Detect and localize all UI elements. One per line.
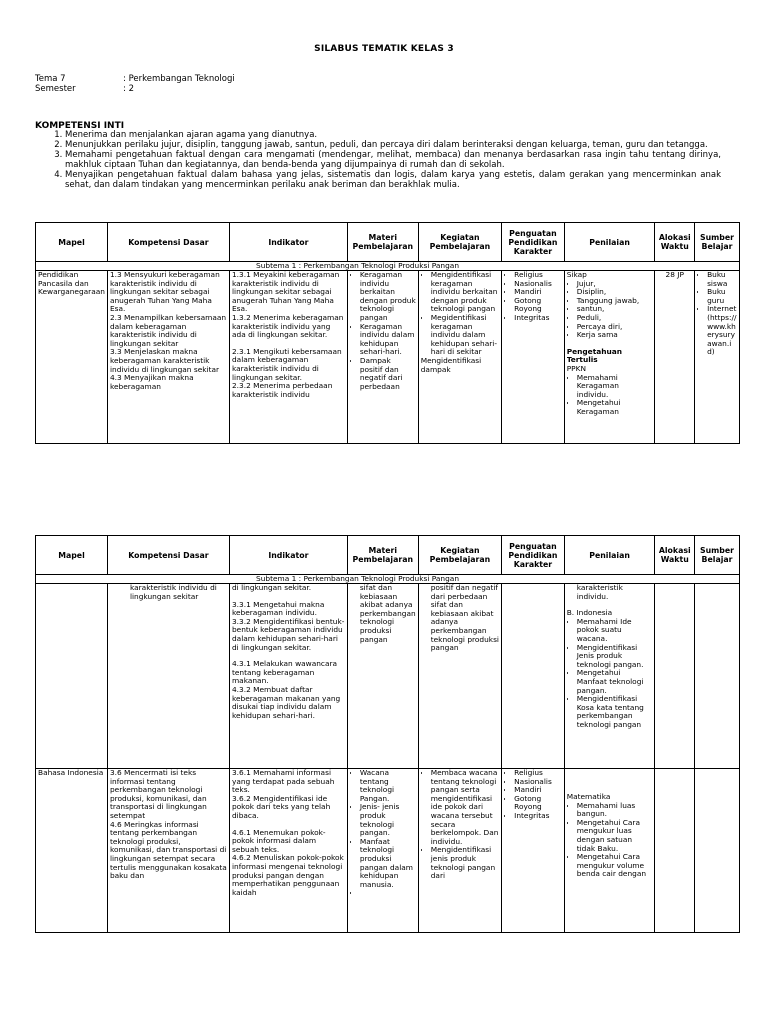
indikator-item: 1.3.1 Meyakini keberagaman karakteristik individu di lingkungan sekitar sebagai anugerah Tuhan Yang Maha Esa.: [231, 271, 340, 314]
subtema-row: Subtema 1 : Perkembangan Teknologi Produksi Pangan: [36, 262, 740, 271]
kegiatan-item: • Megidentifikasi keragaman individu dalam kehidupan sehari-hari di sekitar: [431, 314, 499, 357]
materi-item: • Keragaman individu dalam kehidupan sehari-hari.: [360, 323, 416, 357]
cell-penilaian: [567, 769, 653, 932]
cell-penilaian: [567, 271, 653, 443]
ppk-item: • Integritas: [514, 314, 562, 323]
cell-mapel: Pendidikan Pancasila dan Kewarganegaraan: [38, 271, 105, 297]
penilaian-label: Pengetahuan Tertulis: [566, 346, 622, 365]
col-header-ppk: Penguatan Pendidikan Karakter: [502, 223, 565, 262]
ppk-item: • Nasionalis: [514, 778, 562, 787]
sumber-item: • Buku siswa: [707, 271, 737, 288]
syllabus-table-2: [35, 535, 740, 933]
col-header-penilaian: Penilaian: [564, 536, 655, 575]
col-header-materi: Materi Pembelajaran: [347, 536, 418, 575]
ki-list: [35, 130, 721, 190]
materi-item: • Keragaman individu berkaitan dengan produk teknologi pangan: [360, 271, 416, 323]
cell-sumber: [697, 769, 737, 932]
ki-item: 4. Menyajikan pengetahuan faktual dalam bahasa yang jelas, sistematis dan logis, dalam karya yang estetis, dalam gerakan yang mencerminkan anak sehat, dan dalam tindakan yang mencerminkan perilaku anak beriman dan berakhlak mulia.: [65, 170, 721, 190]
cell-mapel: Bahasa Indonesia: [38, 769, 104, 777]
indikator-item: 3.3.2 Mengidentifikasi bentuk-bentuk keberagaman individu dalam kehidupan sehari-hari di lingkungan sekitar.: [231, 616, 345, 652]
document-title: SILABUS TEMATIK KELAS 3: [314, 44, 454, 54]
sumber-item: • Buku guru: [707, 288, 737, 305]
penilaian-item: • Tanggung jawab,: [577, 297, 653, 306]
cell-kd: [110, 271, 227, 443]
kegiatan-item: • Membaca wacana tentang teknologi pangan serta mengidentifikasi ide pokok dari wacana tersebut secara berkelompok. Dan individu.: [431, 769, 499, 846]
materi-item: • Manfaat teknologi produksi pangan dalam kehidupan manusia.: [360, 838, 416, 890]
meta-row-tema: [35, 74, 235, 84]
indikator-item: 2.3.2 Menerima perbedaan karakteristik individu: [231, 381, 333, 399]
penilaian-item: • Mengetahui Keragaman: [577, 399, 653, 416]
cell-ppk: [504, 584, 562, 768]
cell-kegiatan: positif dan negatif dari perbedaan sifat dan kebiasaan akibat adanya perkembangan teknologi produksi pangan: [430, 584, 499, 653]
cell-indikator: [232, 769, 345, 932]
ppk-item: • Gotong Royong: [514, 297, 562, 314]
col-header-kegiatan: Kegiatan Pembelajaran: [418, 223, 501, 262]
kd-item: 4.3 Menyajikan makna keberagaman: [109, 373, 194, 391]
table-row: [36, 271, 740, 444]
col-header-alokasi: Alokasi Waktu: [655, 536, 695, 575]
kegiatan-item: • Mengidentifikasi jenis produk teknologi pangan dari: [431, 846, 499, 880]
indikator-item: 3.6.1 Memahami informasi yang terdapat pada sebuah teks.: [231, 769, 335, 795]
indikator-item: 4.6.1 Menemukan pokok-pokok informasi dalam sebuah teks.: [231, 827, 326, 854]
penilaian-item: • Mengetahui Manfaat teknologi pangan.: [577, 669, 653, 695]
col-header-sumber: Sumber Belajar: [695, 223, 740, 262]
kegiatan-item: • Mengidentifikasi keragaman individu berkaitan dengan produk teknologi pangan: [431, 271, 499, 314]
penilaian-item: • Percaya diri,: [577, 323, 653, 332]
cell-sumber: [697, 584, 737, 768]
cell-materi: [350, 769, 416, 932]
col-header-mapel: Mapel: [36, 223, 108, 262]
ki-item: 3. Memahami pengetahuan faktual dengan cara mengamati (mendengar, melihat, membaca) dan menanya berdasarkan rasa ingin tahu tentang dirinya, makhluk ciptaan Tuhan dan kegiatannya, dan benda-benda yang dijumpainya di rumah dan di sekolah.: [65, 150, 721, 170]
penilaian-item: • Memahami luas bangun.: [577, 802, 653, 819]
syllabus-table-1: [35, 222, 740, 444]
kegiatan-item: Mengidentifikasi dampak: [420, 355, 482, 374]
col-header-materi: Materi Pembelajaran: [347, 223, 418, 262]
indikator-item: 4.6.2 Menuliskan pokok-pokok informasi mengenai teknologi produksi pangan dengan memperhatikan penggunaan kaidah: [231, 853, 344, 897]
cell-materi: [350, 271, 416, 443]
col-header-penilaian: Penilaian: [564, 223, 655, 262]
indikator-item: 3.3.1 Mengetahui makna keberagaman individu.: [231, 599, 325, 618]
indikator-item: 3.6.2 Mengidentifikasi ide pokok dari teks yang telah dibaca.: [231, 793, 331, 820]
ppk-item: • Gotong Royong: [514, 795, 562, 812]
materi-item: • Dampak positif dan negatif dari perbedaan: [360, 357, 416, 391]
meta-key: Tema 7: [35, 74, 66, 84]
penilaian-subject: PPKN: [566, 363, 586, 373]
indikator-item: 4.3.1 Melakukan wawancara tentang keberagaman makanan.: [231, 659, 338, 686]
col-header-mapel: Mapel: [36, 536, 108, 575]
ppk-item: • Integritas: [514, 812, 562, 821]
ki-item: 1. Menerima dan menjalankan ajaran agama yang dianutnya.: [65, 130, 721, 140]
cell-materi: sifat dan kebiasaan akibat adanya perkembangan teknologi produksi pangan: [359, 584, 416, 644]
penilaian-item: • santun,: [577, 305, 653, 314]
ki-heading: KOMPETENSI INTI: [35, 121, 125, 131]
kd-item: 1.3 Mensyukuri keberagaman karakteristik individu di lingkungan sekitar sebagai anugerah Tuhan Yang Maha Esa.: [109, 271, 220, 314]
indikator-item: di lingkungan sekitar.: [231, 584, 312, 592]
cell-alokasi: 28 JP: [665, 271, 684, 279]
ppk-item: • Nasionalis: [514, 280, 562, 289]
cell-mapel: [38, 584, 105, 768]
materi-item: • Jenis- jenis produk teknologi pangan.: [360, 803, 416, 837]
indikator-item: 2.3.1 Mengikuti kebersamaan dalam keberagaman karakteristik individu di lingkungan sekitar.: [231, 346, 342, 382]
meta-key: Semester: [35, 84, 76, 94]
ki-item: 2. Menunjukkan perilaku jujur, disiplin, tanggung jawab, santun, peduli, dan percaya diri dalam berinteraksi dengan keluarga, teman, guru dan tetangga.: [65, 140, 721, 150]
col-header-indikator: Indikator: [229, 223, 347, 262]
col-header-indikator: Indikator: [229, 536, 347, 575]
indikator-item: 1.3.2 Menerima keberagaman karakteristik individu yang ada di lingkungan sekitar.: [231, 312, 344, 340]
materi-item: [360, 889, 416, 898]
col-header-sumber: Sumber Belajar: [695, 536, 740, 575]
col-header-kegiatan: Kegiatan Pembelajaran: [418, 536, 501, 575]
cell-indikator: [232, 271, 345, 443]
cell-kd: karakteristik individu di lingkungan sekitar: [129, 584, 217, 601]
cell-sumber: [697, 271, 737, 443]
cell-kegiatan: [421, 769, 499, 932]
penilaian-item: • Mengetahui Cara mengukur volume benda cair dengan: [577, 853, 653, 879]
cell-alokasi: [657, 769, 692, 932]
ppk-item: • Mandiri: [514, 786, 562, 795]
penilaian-item: • Memahami Ide pokok suatu wacana.: [577, 618, 653, 644]
meta-value: : Perkembangan Teknologi: [123, 74, 235, 84]
penilaian-item: • Mengidentifikasi Kosa kata tentang perkembangan teknologi pangan: [577, 695, 653, 729]
kd-item: 4.6 Meringkas informasi tentang perkembangan teknologi produksi, komunikasi, dan transportasi di lingkungan setempat secara tertulis menggunakan kosakata baku dan: [109, 819, 227, 881]
cell-indikator: [232, 584, 345, 768]
penilaian-label: Matematika: [566, 792, 611, 801]
cell-kd: [110, 769, 227, 932]
table-row: [36, 769, 740, 933]
penilaian-item: • Mengetahui Cara mengukur luas dengan satuan tidak Baku.: [577, 819, 653, 853]
ppk-item: • Mandiri: [514, 288, 562, 297]
penilaian-item: • Kerja sama: [577, 331, 653, 340]
col-header-kd: Kompetensi Dasar: [107, 223, 229, 262]
cell-ppk: [504, 769, 562, 932]
meta-value: : 2: [123, 84, 134, 94]
col-header-ppk: Penguatan Pendidikan Karakter: [502, 536, 565, 575]
penilaian-item: • Memahami Keragaman individu.: [577, 374, 653, 400]
penilaian-item: • Disiplin,: [577, 288, 653, 297]
penilaian-label: Sikap: [566, 271, 587, 279]
col-header-alokasi: Alokasi Waktu: [655, 223, 695, 262]
kd-item: 3.6 Mencermati isi teks informasi tentang perkembangan teknologi produksi, komunikasi, dan transportasi di lingkungan setempat: [109, 769, 207, 820]
penilaian-label: B. Indonesia: [566, 608, 613, 618]
penilaian-item: karakteristik individu.: [576, 584, 623, 601]
penilaian-item: • Mengidentifikasi Jenis produk teknologi pangan.: [577, 644, 653, 670]
sumber-item: • Internet (https://www.kherysuryawan.id): [707, 305, 737, 357]
subtema-row: Subtema 1 : Perkembangan Teknologi Produksi Pangan: [36, 575, 740, 584]
col-header-kd: Kompetensi Dasar: [107, 536, 229, 575]
cell-penilaian: [567, 584, 653, 768]
penilaian-item: • Jujur,: [577, 280, 653, 289]
table-row: [36, 584, 740, 769]
kd-item: 3.3 Menjelaskan makna keberagaman karakteristik individu di lingkungan sekitar: [109, 347, 220, 374]
cell-kegiatan: [421, 271, 499, 443]
penilaian-item: • Peduli,: [577, 314, 653, 323]
cell-alokasi: [657, 584, 692, 768]
indikator-item: 4.3.2 Membuat daftar keberagaman makanan yang disukai tiap individu dalam kehidupan sehari-hari.: [231, 684, 341, 720]
meta-block: [35, 74, 235, 94]
ppk-item: • Religius: [514, 271, 562, 280]
kd-item: 2.3 Menampilkan kebersamaan dalam keberagaman karakteristik individu di lingkungan sekitar: [109, 312, 227, 348]
cell-ppk: [504, 271, 562, 443]
meta-row-semester: [35, 84, 235, 94]
ppk-item: • Religius: [514, 769, 562, 778]
materi-item: • Wacana tentang teknologi Pangan.: [360, 769, 416, 803]
